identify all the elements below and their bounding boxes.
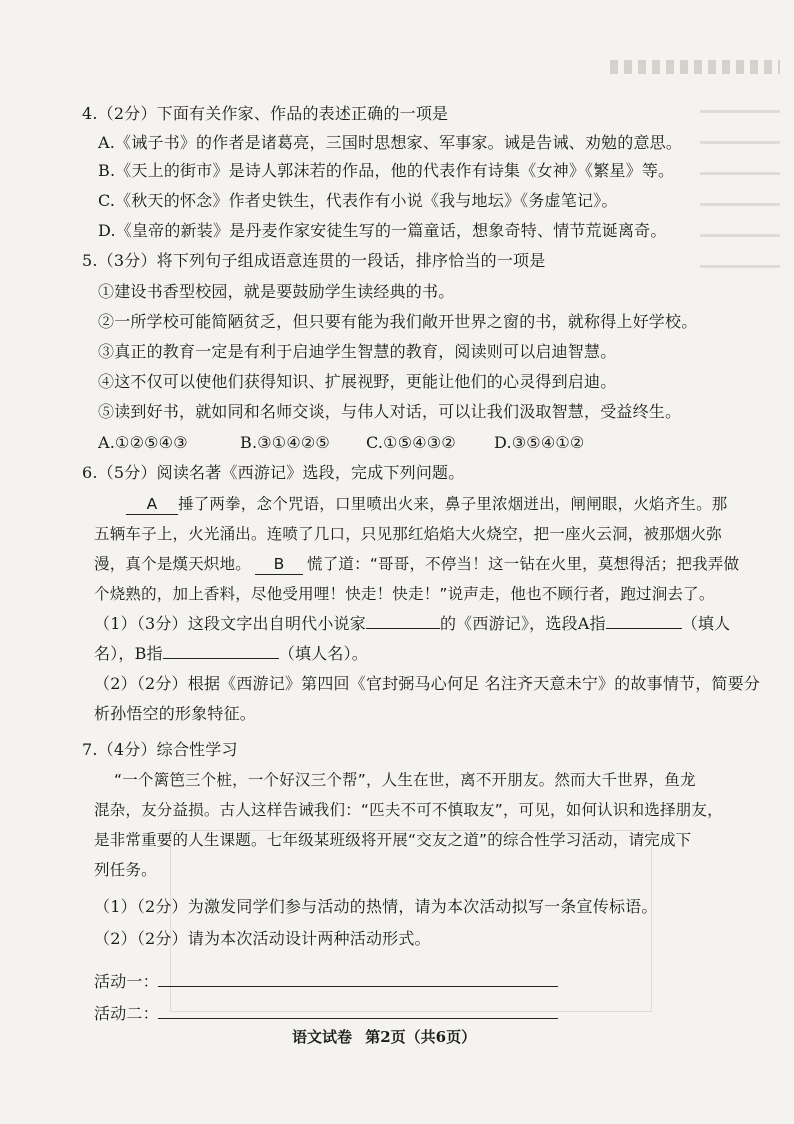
footer-subject: 语文试卷 <box>292 1028 353 1046</box>
q6-subquestion-1-line-1 <box>94 614 730 634</box>
q5-option-c: C.①⑤④③② <box>366 433 456 452</box>
q6-sub1-text: 名），B指 <box>94 644 163 663</box>
q6-passage-line-3 <box>94 554 739 575</box>
q7-passage-line-3: 是非常重要的人生课题。七年级某班级将开展“交友之道”的综合性学习活动，请完成下 <box>94 831 692 849</box>
q6-sub1-text: （填人 <box>681 614 731 633</box>
page-footer <box>292 1026 476 1047</box>
q7-passage-line-1: “一个篱笆三个桩，一个好汉三个帮”，人生在世，离不开朋友。然而大千世界，鱼龙 <box>114 771 696 789</box>
q5-sentence-3: ③真正的教育一定是有利于启迪学生智慧的教育，阅读则可以启迪智慧。 <box>98 342 617 361</box>
q6-b-name-blank[interactable] <box>163 658 279 659</box>
q6-subquestion-2-line-2: 析孙悟空的形象特征。 <box>94 704 257 723</box>
q4-option-d: D.《皇帝的新装》是丹麦作家安徒生写的一篇童话，想象奇特、情节荒诞离奇。 <box>98 221 667 240</box>
q6-author-blank[interactable] <box>366 628 440 629</box>
q5-option-d: D.③⑤④①② <box>494 433 585 452</box>
q5-option-b: B.③①④②⑤ <box>240 433 330 452</box>
q7-activity-2-label: 活动二： <box>94 1004 159 1023</box>
q7-activity-2-answer-line[interactable] <box>158 1018 558 1019</box>
q5-option-a: A.①②⑤④③ <box>98 433 188 452</box>
q4-option-c: C.《秋天的怀念》作者史铁生，代表作有小说《我与地坛》《务虚笔记》。 <box>98 191 618 210</box>
q5-sentence-5: ⑤读到好书，就如同和名师交谈，与伟人对话，可以让我们汲取智慧，受益终生。 <box>98 402 682 421</box>
q6-passage-text: 捶了两拳，念个咒语，口里喷出火来，鼻子里浓烟迸出，闸闸眼，火焰齐生。那 <box>178 495 728 513</box>
bleed-through-mark <box>170 830 652 1012</box>
q6-passage-line-2: 五辆车子上，火光涌出。连喷了几口，只见那红焰焰大火烧空，把一座火云洞，被那烟火弥 <box>94 525 723 543</box>
q6-sub1-text: 的《西游记》，选段A指 <box>439 614 606 633</box>
q5-sentence-2: ②一所学校可能简陋贫乏，但只要有能为我们敞开世界之窗的书，就称得上好学校。 <box>98 312 698 331</box>
q4-option-a: A.《诫子书》的作者是诸葛亮，三国时思想家、军事家。诫是告诫、劝勉的意思。 <box>98 133 683 152</box>
q7-subquestion-2: （2）（2分）请为本次活动设计两种活动形式。 <box>94 929 431 948</box>
q6-passage-line-1 <box>126 494 728 515</box>
q7-subquestion-1: （1）（2分）为激发同学们参与活动的热情，请为本次活动拟写一条宣传标语。 <box>94 897 658 916</box>
q6-passage-text: 漫，真个是熯天炽地。 <box>94 555 252 573</box>
footer-page-number: 第2页（共6页） <box>365 1028 477 1046</box>
q6-subquestion-2-line-1: （2）（2分）根据《西游记》第四回《官封弼马心何足 名注齐天意未宁》的故事情节，简要分 <box>94 674 761 693</box>
q6-sub1-text: （填人名）。 <box>278 644 368 663</box>
q6-sub1-text: （1）（3分）这段文字出自明代小说家 <box>94 614 366 633</box>
q6-passage-line-4: 个烧熟的，加上香料，尽他受用哩！快走！快走！”说声走，他也不顾行者，跑过涧去了。 <box>94 585 715 603</box>
q4-option-b: B.《天上的街市》是诗人郭沫若的作品，他的代表作有诗集《女神》《繁星》等。 <box>98 161 675 180</box>
q4-stem: 4.（2分）下面有关作家、作品的表述正确的一项是 <box>82 104 449 123</box>
q7-passage-line-4: 列任务。 <box>94 861 157 879</box>
q6-passage-text: 慌了道：“哥哥，不停当！这一钻在火里，莫想得活；把我弄做 <box>307 555 740 573</box>
q7-stem: 7.（4分）综合性学习 <box>82 740 238 759</box>
q6-a-name-blank[interactable] <box>606 628 682 629</box>
bleed-through-mark <box>610 60 780 74</box>
bleed-through-mark <box>700 110 780 290</box>
q6-subquestion-1-line-2 <box>94 644 368 664</box>
q6-passage-blank-a: A <box>126 494 178 515</box>
q7-passage-line-2: 混杂，友分益损。古人这样告诫我们：“匹夫不可不慎取友”，可见，如何认识和选择朋友， <box>94 801 723 819</box>
q7-activity-1-answer-line[interactable] <box>158 986 558 987</box>
q5-sentence-4: ④这不仅可以使他们获得知识、扩展视野，更能让他们的心灵得到启迪。 <box>98 372 617 391</box>
q5-stem: 5.（3分）将下列句子组成语意连贯的一段话，排序恰当的一项是 <box>82 251 546 270</box>
q6-passage-blank-b: B <box>255 554 303 575</box>
q6-stem: 6.（5分）阅读名著《西游记》选段，完成下列问题。 <box>82 463 465 482</box>
q5-sentence-1: ①建设书香型校园，就是要鼓励学生读经典的书。 <box>98 282 455 301</box>
q7-activity-1-label: 活动一： <box>94 972 159 991</box>
